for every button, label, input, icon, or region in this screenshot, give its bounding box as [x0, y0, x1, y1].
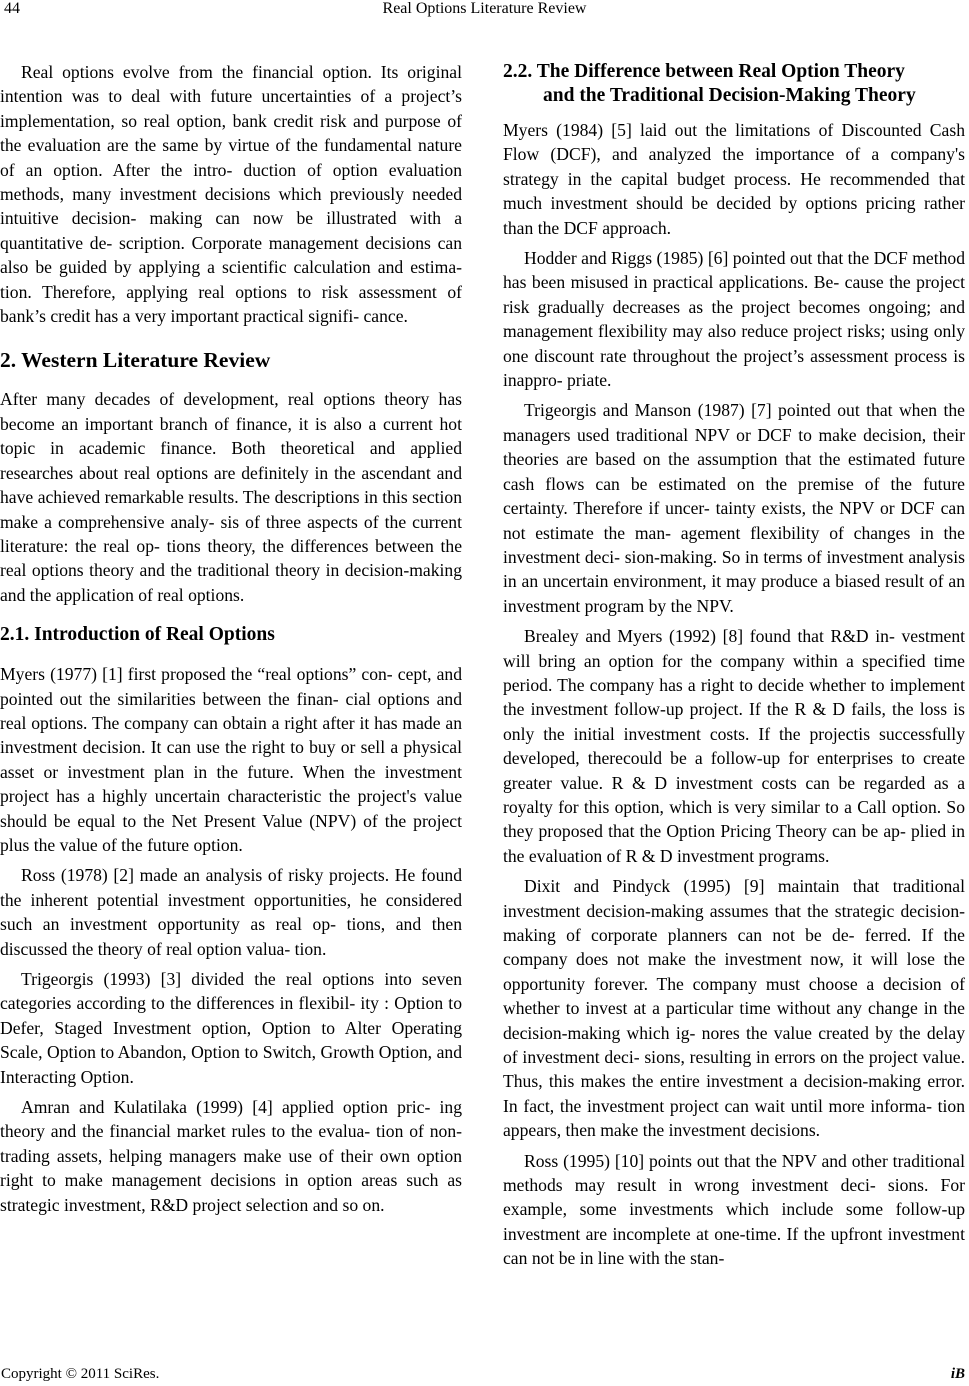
paragraph: Real options evolve from the financial option. Its original intention was to deal with future uncertainties of a project’s implementation, so real option, bank credit risk and purpose of the evaluation are the same by virtue of the fundamental nature of an option. After the intro- duction of option evaluation methods, many investment decisions which previously needed intuitive decision- making can now be illustrated with a quantitative de- scription. Corporate management decisions can also be guided by applying a scientific calculation and estima- tion. Therefore, applying real options to risk assessment of bank’s credit has a very important practical signifi- cance.	[0, 62, 462, 327]
paragraph: Brealey and Myers (1992) [8] found that R&D in- vestment will bring an option for the company within a specified time period. The company has a right to decide whether to implement the investment follow-up project. If the R & D fails, the loss is only the initial investment costs. If the projectis successfully developed, therecould be a follow-up for enterprises to create greater value. R & D investment costs can be regarded as a royalty for this option, which is very similar to a Call option. So they proposed that the Option Pricing Theory can be ap- plied in the evaluation of R & D investment programs.	[503, 626, 965, 866]
paragraph: Ross (1995) [10] points out that the NPV and other traditional methods may result in wrong investment deci- sions. For example, some investments which include some follow-up investment are incomplete at one-time. If the upfront investment can not be in line with the stan-	[503, 1150, 965, 1269]
subsection-heading	[503, 60, 965, 108]
paragraph: Myers (1977) [1] first proposed the “real options” con- cept, and pointed out the similarities between the finan- cial options and real options. The company can obtain a right after it has made an investment decision. It can use the right to buy or sell a physical asset or investment plan in the future. When the investment project has a highly uncertain characteristic the project's value should be equal to the Net Present Value (NPV) of the project plus the value of the future option.	[0, 664, 462, 855]
page-number: 44	[4, 0, 20, 17]
paragraph: Trigeorgis and Manson (1987) [7] pointed out that when the managers used traditional NPV or DCF to make decision, their theories are based on the assumption that the estimated future cash flows can be estimated on the premise of the future certainty. Therefore if uncer- tainty exists, the NPV or DCF can not estimate the man- agement flexibility of changes in the investment deci- sion-making. So in terms of investment analysis in an uncertain environment, it may produce a biased result of an investment program by the NPV.	[503, 400, 965, 616]
paragraph: Dixit and Pindyck (1995) [9] maintain that traditional investment decision-making assumes that the strategic decision-making of corporate planners can not be de- ferred. If the company does not make the investment now, it will lose the opportunity forever. The company must choose a decision of whether to invest at a particular time without any change in the decision-making which ig- nores the value created by the delay of investment deci- sions, resulting in errors on the project value. Thus, this makes the entire investment a decision-making error. In fact, the investment project can wait until more informa- tion appears, then make the investment decisions.	[503, 876, 965, 1141]
paragraph: Hodder and Riggs (1985) [6] pointed out that the DCF method has been misused in practical applications. Be- cause the project risk gradually decreases as the project becomes ongoing; and management flexibility may also reduce project risks; using only one discount rate throughout the project’s assessment process is inappro- priate.	[503, 248, 965, 391]
paragraph: Ross (1978) [2] made an analysis of risky projects. He found the inherent potential investment opportunities, he considered such an investment opportunity as real op- tions, and then discussed the theory of real option valua- tion.	[0, 865, 462, 959]
running-title: Real Options Literature Review	[382, 0, 587, 17]
subsection-heading-line-2: and the Traditional Decision-Making Theory	[543, 85, 916, 106]
paragraph: Myers (1984) [5] laid out the limitations of Discounted Cash Flow (DCF), and analyzed the importance of a company's strategy in the capital budget process. He recommended that much investment should be decided by options pricing rather than the DCF approach.	[503, 120, 965, 238]
subsection-heading-line-1: 2.2. The Difference between Real Option Theory	[503, 61, 905, 82]
subsection-heading: 2.1. Introduction of Real Options	[0, 624, 275, 646]
section-heading: 2. Western Literature Review	[0, 348, 271, 373]
paragraph: After many decades of development, real options theory has become an important branch of finance, it is also a current hot topic in academic finance. Both theoretical and applied researches about real options are definitely in the ascendant and have achieved remarkable results. The descriptions in this section make a comprehensive analy- sis of three aspects of the current literature: the real op- tions theory, the differences between the real options theory and the traditional theory in decision-making and the application of real options.	[0, 389, 462, 605]
right-column	[503, 60, 965, 1277]
left-column	[0, 60, 462, 1223]
paragraph: Trigeorgis (1993) [3] divided the real options into seven categories according to the differences in flexibil- ity : Option to Defer, Staged Investment option, Option to Alter Operating Scale, Option to Abandon, Option to Switch, Growth Option, and Interacting Option.	[0, 969, 462, 1087]
footer-copyright: Copyright © 2011 SciRes.	[1, 1366, 160, 1382]
footer-journal-name: iB	[950, 1366, 965, 1382]
paragraph: Amran and Kulatilaka (1999) [4] applied option pric- ing theory and the financial market rules to the evalua- tion of non-trading assets, helping managers make use of their own option right to make management decisions in option areas such as strategic investment, R&D project selection and so on.	[0, 1097, 462, 1215]
